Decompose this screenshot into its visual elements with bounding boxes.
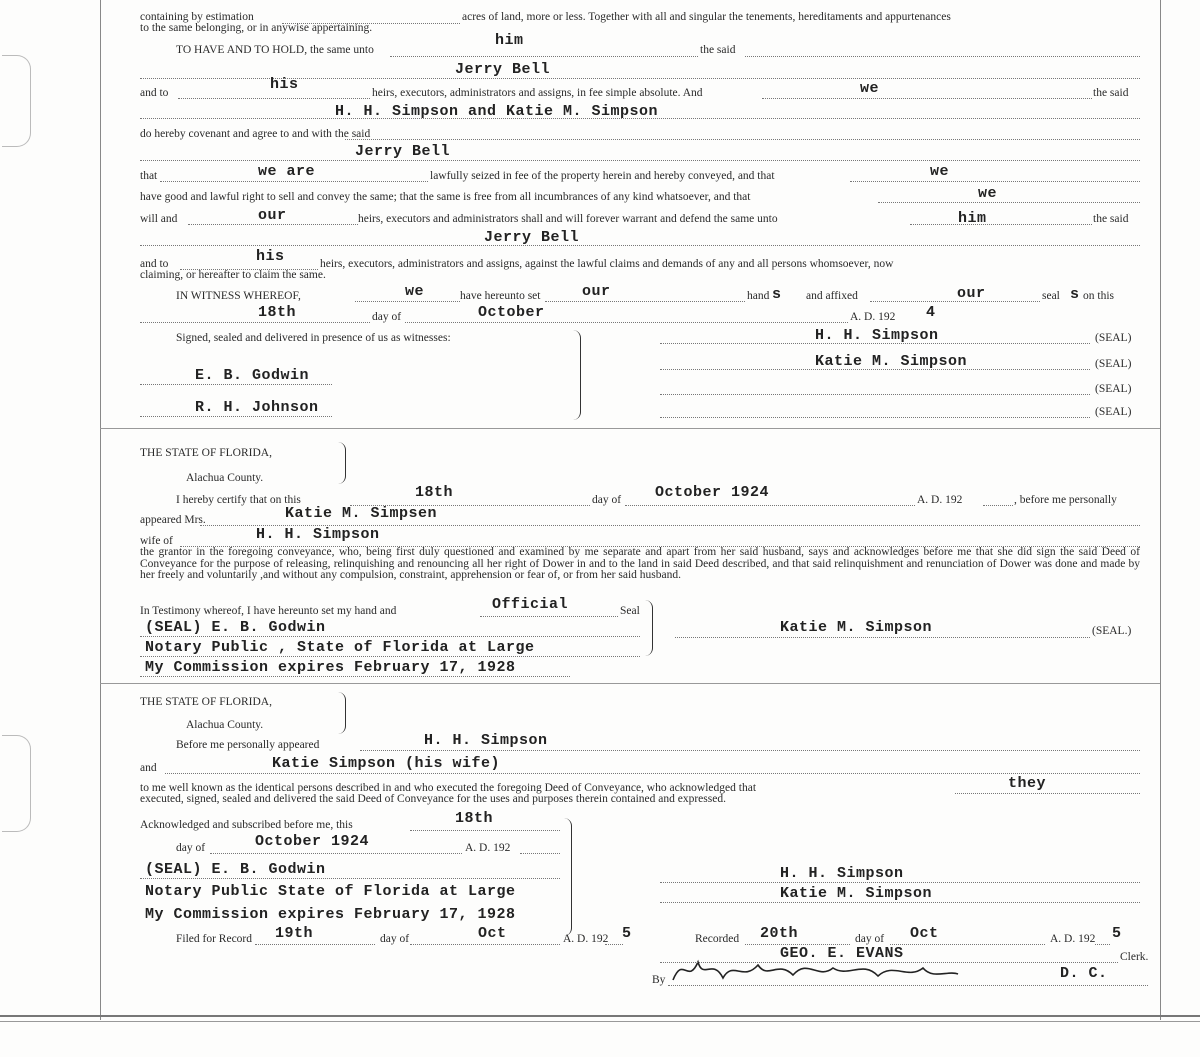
text: appeared Mrs. [140,514,206,526]
dotted-fill-line [480,616,618,617]
brace [644,600,653,656]
dotted-fill-line [345,139,1140,140]
typed-field: we [978,185,998,202]
text: In Testimony whereof, I have hereunto set my hand and [140,605,397,617]
text: A. D. 192 [917,494,963,506]
typed-day: 18th [258,304,297,321]
dotted-fill-line [850,181,1140,182]
section-divider [100,428,1160,429]
typed-field: we are [258,163,316,180]
binder-hole-mark [2,735,31,832]
text: I hereby certify that on this [176,494,301,506]
typed-witness-name: E. B. Godwin [195,367,310,384]
text: day of [855,933,885,945]
typed-grantee-name: Jerry Bell [455,61,551,78]
left-border [100,0,101,1020]
typed-field: our [957,285,986,302]
typed-month: Oct [910,925,939,942]
text: claiming, or hereafter to claim the same. [140,269,326,281]
typed-name: Katie M. Simpsen [285,505,438,522]
typed-field: s [1070,286,1080,303]
typed-field: we [930,163,950,180]
typed-month-year: October 1924 [655,484,770,501]
dotted-fill-line [668,985,1148,986]
typed-day: 18th [455,810,494,827]
text: have hereunto set [460,290,541,302]
typed-signature-name: H. H. Simpson [815,327,939,344]
dotted-fill-line [660,394,1090,395]
dotted-fill-line [255,944,375,945]
typed-name: H. H. Simpson [256,526,380,543]
typed-signature-name: Katie M. Simpson [780,619,933,636]
dotted-fill-line [660,902,1140,903]
typed-field: we [405,283,425,300]
typed-field: s [772,286,782,303]
typed-field: his [256,248,285,265]
text: will and [140,213,178,225]
dotted-fill-line [675,637,1090,638]
dotted-fill-line [140,656,640,657]
dotted-fill-line [660,417,1090,418]
dotted-fill-line [762,98,1092,99]
dotted-fill-line [140,384,332,385]
dower-relinquishment-paragraph: the grantor in the foregoing conveyance, who, being first duly questioned and examined by me separate and apart from her said husband, says and acknowledges before me that she did sign the said Deed of Conveyance for the purpose of releasing, relinquishing and renouncing all her right of Dower in and to the land in said Deed described, and that said relinquishment and renunciation of Dower was done and made by her freely and voluntarily ,and without any compulsion, constraint, apprehension or fear of, or from her said husband. [140,546,1140,582]
typed-field: his [270,76,299,93]
typed-day: 18th [415,484,454,501]
text: the said [700,44,736,56]
typed-year: 4 [926,304,936,321]
text: that [140,170,158,182]
dotted-fill-line [178,98,370,99]
right-border [1160,0,1161,1020]
text: Clerk. [1120,951,1149,963]
typed-grantor-names: H. H. Simpson and Katie M. Simpson [335,103,659,120]
dotted-fill-line [910,224,1092,225]
typed-field: we [860,80,880,97]
brace [563,818,572,936]
dotted-fill-line [210,853,462,854]
bottom-border [0,1015,1200,1017]
text: day of [372,311,402,323]
bottom-border [0,1021,1200,1022]
typed-notary: My Commission expires February 17, 1928 [145,659,516,676]
dotted-fill-line [355,301,460,302]
text: Signed, sealed and delivered in presence of us as witnesses: [176,332,451,344]
text: lawfully seized in fee of the property herein and hereby conveyed, and that [430,170,775,182]
typed-day: 20th [760,925,799,942]
dotted-fill-line [955,793,1140,794]
typed-witness-name: R. H. Johnson [195,399,319,416]
dotted-fill-line [188,224,358,225]
typed-clerk-name: GEO. E. EVANS [780,945,904,962]
dotted-fill-line [660,962,1118,963]
seal-label: (SEAL) [1095,332,1132,344]
text: day of [380,933,410,945]
dotted-fill-line [745,56,1140,57]
dotted-fill-line [180,546,1140,547]
dotted-fill-line [140,160,1140,161]
text: day of [592,494,622,506]
text: wife of [140,535,173,547]
text: the said [1093,213,1129,225]
typed-grantee-pronoun: him [495,32,524,49]
typed-month: October [478,304,545,321]
text: on this [1083,290,1114,302]
dotted-fill-line [625,505,915,506]
text: Seal [620,605,640,617]
typed-grantee-name: Jerry Bell [484,229,580,246]
typed-year: 5 [1112,925,1122,942]
dotted-fill-line [660,882,1140,883]
text: the said [1093,87,1129,99]
text: Alachua County. [186,719,264,731]
typed-year: 5 [622,925,632,942]
text: do hereby covenant and agree to and with the said [140,128,371,140]
text: and [140,762,157,774]
dotted-fill-line [1095,944,1110,945]
text: A. D. 192 [465,842,511,854]
text: heirs, executors and administrators shall and will forever warrant and defend the same unto [358,213,778,225]
text: hand [747,290,770,302]
dotted-fill-line [360,750,1140,751]
text: IN WITNESS WHEREOF, [176,290,301,302]
seal-label: (SEAL) [1095,358,1132,370]
typed-notary: Notary Public State of Florida at Large [145,883,516,900]
text: to the same belonging, or in anywise appertaining. [140,22,373,34]
dotted-fill-line [160,181,428,182]
typed-month: Oct [478,925,507,942]
brace [337,442,346,484]
dotted-fill-line [545,301,745,302]
text: to me well known as the identical persons described in and who executed the foregoing Deed of Conveyance, who acknowledged that [140,782,757,794]
typed-signature-name: H. H. Simpson [780,865,904,882]
typed-notary: My Commission expires February 17, 1928 [145,906,516,923]
typed-name: Katie Simpson (his wife) [272,755,501,772]
typed-day: 19th [275,925,314,942]
dotted-fill-line [140,245,1140,246]
typed-notary: (SEAL) E. B. Godwin [145,861,326,878]
typed-field: our [258,207,287,224]
heading: THE STATE OF FLORIDA, [140,696,272,708]
text: A. D. 192 [1050,933,1096,945]
text: Acknowledged and subscribed before me, this [140,819,353,831]
typed-name: H. H. Simpson [424,732,548,749]
section-divider [100,683,1160,684]
typed-notary: Notary Public , State of Florida at Large [145,639,535,656]
text: A. D. 192 [563,933,609,945]
text: TO HAVE AND TO HOLD, the same unto [176,44,374,56]
text: have good and lawful right to sell and convey the same; that the same is free from all incumbrances of any kind whatsoever, and that [140,191,751,203]
typed-signature-name: Katie M. Simpson [780,885,933,902]
heading: THE STATE OF FLORIDA, [140,447,272,459]
typed-field: him [958,210,987,227]
binder-hole-mark [2,55,31,147]
dotted-fill-line [405,322,848,323]
dotted-fill-line [870,301,1040,302]
dotted-fill-line [890,944,1045,945]
typed-field: D. C. [1060,965,1108,982]
dotted-fill-line [140,636,640,637]
text: , before me personally [1014,494,1117,506]
text: A. D. 192 [850,311,896,323]
text: Filed for Record [176,933,253,945]
text: containing by estimation [140,11,254,23]
typed-field: they [1008,775,1047,792]
dotted-fill-line [140,416,332,417]
text: and to [140,258,169,270]
text: Recorded [695,933,740,945]
typed-field: Official [492,596,569,613]
typed-signature-name: Katie M. Simpson [815,353,968,370]
dotted-fill-line [140,878,560,879]
dotted-fill-line [878,202,1140,203]
seal-label: (SEAL.) [1092,625,1132,637]
dotted-fill-line [140,322,370,323]
dotted-fill-line [983,505,1013,506]
brace [572,330,581,420]
typed-field: our [582,283,611,300]
text: Alachua County. [186,472,264,484]
text: day of [176,842,206,854]
dotted-fill-line [410,944,560,945]
brace [337,692,346,734]
seal-label: (SEAL) [1095,383,1132,395]
typed-month-year: October 1924 [255,833,370,850]
text: acres of land, more or less. Together with all and singular the tenements, hereditaments and appurtenances [462,11,951,23]
text: By [652,974,666,986]
seal-label: (SEAL) [1095,406,1132,418]
text: heirs, executors, administrators and assigns, against the lawful claims and demands of any and all persons whomsoever, now [320,258,894,270]
text: heirs, executors, administrators and assigns, in fee simple absolute. And [372,87,703,99]
dotted-fill-line [520,853,560,854]
dotted-fill-line [165,773,1140,774]
typed-grantee-name: Jerry Bell [355,143,451,160]
dotted-fill-line [410,830,560,831]
dotted-fill-line [140,676,570,677]
text: Before me personally appeared [176,739,320,751]
typed-notary: (SEAL) E. B. Godwin [145,619,326,636]
text: and to [140,87,169,99]
text: and affixed [806,290,858,302]
text: seal [1042,290,1060,302]
text: executed, signed, sealed and delivered the said Deed of Conveyance for the uses and purposes therein contained and expressed. [140,793,726,805]
dotted-fill-line [390,56,698,57]
